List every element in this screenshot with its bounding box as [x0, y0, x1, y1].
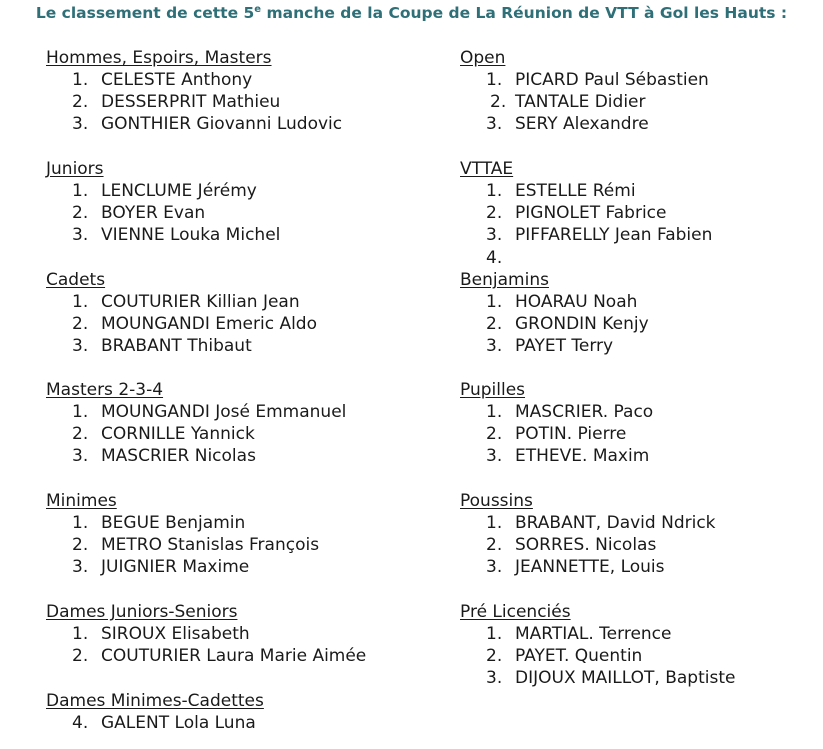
rider-name: HOARAU Noah	[515, 292, 638, 312]
ranking-entry	[460, 113, 649, 135]
ranking-entry	[46, 291, 300, 313]
ranking-entry	[460, 512, 716, 534]
ranking-entry	[46, 623, 250, 645]
rank-number: 2.	[72, 314, 89, 335]
rider-name: PIFFARELLY Jean Fabien	[515, 225, 713, 246]
rider-name: GONTHIER Giovanni Ludovic	[101, 114, 343, 135]
ranking-entry	[46, 534, 320, 556]
section-title: Open	[460, 48, 506, 68]
rider-name: BOYER Evan	[101, 203, 206, 224]
title-text: Le classement de cette 5	[35, 4, 255, 22]
rider-name: SORRES. Nicolas	[515, 535, 657, 556]
ranking-entry	[46, 313, 318, 335]
section-title: Pupilles	[460, 380, 526, 400]
rider-name: SIROUX Elisabeth	[101, 624, 250, 644]
section-hommes-espoirs-masters	[46, 47, 343, 136]
ranking-entry	[46, 645, 367, 667]
rider-name: MASCRIER. Paco	[515, 402, 654, 422]
rank-number: 2.	[486, 535, 503, 556]
section-title: Masters 2-3-4	[46, 380, 164, 400]
section-title: Pré Licenciés	[460, 602, 571, 622]
ranking-entry	[46, 113, 343, 135]
rank-number: 1.	[72, 624, 89, 644]
rank-number: 1.	[486, 292, 503, 312]
rider-name: PIGNOLET Fabrice	[515, 203, 667, 224]
ranking-entry	[46, 335, 252, 357]
rider-name: PICARD Paul Sébastien	[515, 70, 709, 90]
rank-number: 3.	[486, 668, 503, 689]
rank-number: 2.	[72, 646, 89, 667]
rider-name: BEGUE Benjamin	[101, 513, 246, 533]
rank-number: 4.	[486, 247, 503, 268]
rank-number: 3.	[486, 446, 503, 467]
section-title: Benjamins	[460, 270, 549, 290]
ranking-entry	[460, 423, 627, 445]
section-title: Poussins	[460, 491, 533, 511]
ranking-entry	[460, 247, 513, 269]
rider-name: POTIN. Pierre	[515, 424, 627, 445]
rank-number: 2.	[486, 203, 503, 224]
rank-number: 3.	[72, 446, 89, 467]
rank-number: 4.	[72, 713, 89, 733]
section-open	[460, 47, 709, 136]
rank-number: 1.	[486, 70, 503, 90]
rider-name: MASCRIER Nicolas	[101, 446, 256, 467]
rank-number: 1.	[486, 513, 503, 533]
section-vttae	[460, 158, 713, 269]
rider-name: BRABANT Thibaut	[101, 336, 252, 357]
rider-name: PAYET. Quentin	[515, 646, 643, 667]
ranking-entry	[460, 313, 649, 335]
rank-number: 1.	[72, 181, 89, 201]
rank-number: 1.	[72, 402, 89, 422]
title-text-rest: manche de la Coupe de La Réunion de VTT à Gol les Hauts :	[261, 4, 788, 22]
rider-name: CELESTE Anthony	[101, 70, 253, 90]
rider-name: JEANNETTE, Louis	[515, 557, 665, 578]
section-title: Dames Juniors-Seniors	[46, 602, 238, 622]
section-title: Minimes	[46, 491, 117, 511]
ranking-entry	[460, 445, 650, 467]
ranking-entry	[46, 180, 257, 202]
rider-name: GRONDIN Kenjy	[515, 314, 649, 335]
ranking-entry	[460, 202, 667, 224]
ranking-entry	[46, 202, 206, 224]
rank-number: 1.	[72, 70, 89, 90]
section-title: VTTAE	[460, 159, 514, 179]
rank-number: 3.	[486, 336, 503, 357]
section-juniors	[46, 158, 281, 247]
rider-name: MOUNGANDI José Emmanuel	[101, 402, 347, 422]
rank-number: 3.	[486, 225, 503, 246]
section-title: Hommes, Espoirs, Masters	[46, 48, 272, 68]
ranking-entry	[46, 91, 281, 113]
section-pre-licencies	[460, 601, 736, 690]
rider-name: TANTALE Didier	[515, 92, 646, 113]
rank-number: 1.	[72, 292, 89, 312]
ranking-entry	[46, 556, 250, 578]
section-dames-minimes-cadettes	[46, 690, 264, 734]
rank-number: 2.	[490, 92, 507, 113]
rider-name: DESSERPRIT Mathieu	[101, 92, 281, 113]
ranking-entry	[460, 224, 713, 246]
ranking-entry	[46, 224, 281, 246]
rank-number: 1.	[72, 513, 89, 533]
ranking-entry	[46, 423, 255, 445]
rank-number: 3.	[72, 225, 89, 246]
rider-name: MARTIAL. Terrence	[515, 624, 672, 644]
rider-name: LENCLUME Jérémy	[101, 181, 257, 201]
ranking-entry	[460, 534, 657, 556]
rank-number: 2.	[486, 314, 503, 335]
ranking-entry	[460, 401, 654, 423]
rider-name: COUTURIER Laura Marie Aimée	[101, 646, 367, 667]
rider-name: COUTURIER Killian Jean	[101, 292, 300, 312]
rider-name: ESTELLE Rémi	[515, 181, 636, 201]
section-masters-2-3-4	[46, 379, 347, 468]
rider-name: GALENT Lola Luna	[101, 713, 256, 733]
section-minimes	[46, 490, 320, 579]
rider-name: PAYET Terry	[515, 336, 614, 357]
ranking-entry	[460, 291, 638, 313]
section-dames-juniors-seniors	[46, 601, 367, 667]
section-pupilles	[460, 379, 654, 468]
rank-number: 3.	[486, 557, 503, 578]
rank-number: 3.	[72, 114, 89, 135]
section-title: Dames Minimes-Cadettes	[46, 691, 264, 711]
rank-number: 2.	[486, 424, 503, 445]
rank-number: 1.	[486, 624, 503, 644]
rider-name: ETHEVE. Maxim	[515, 446, 650, 467]
rider-name: SERY Alexandre	[515, 114, 649, 135]
section-cadets	[46, 269, 318, 358]
rider-name: DIJOUX MAILLOT, Baptiste	[515, 668, 736, 689]
section-title: Cadets	[46, 270, 106, 290]
ranking-entry	[460, 556, 665, 578]
rank-number: 3.	[72, 557, 89, 578]
rider-name: CORNILLE Yannick	[101, 424, 255, 445]
ranking-entry	[46, 512, 246, 534]
ranking-entry	[460, 69, 709, 91]
page-title	[0, 4, 823, 22]
rank-number: 2.	[72, 203, 89, 224]
rider-name: MOUNGANDI Emeric Aldo	[101, 314, 318, 335]
ranking-entry	[460, 180, 636, 202]
rank-number: 3.	[486, 114, 503, 135]
rank-number: 2.	[72, 424, 89, 445]
rank-number: 2.	[486, 646, 503, 667]
ranking-entry	[460, 667, 736, 689]
ranking-entry	[46, 712, 264, 734]
rank-number: 3.	[72, 336, 89, 357]
ranking-entry	[460, 335, 614, 357]
rank-number: 2.	[72, 535, 89, 556]
rank-number: 1.	[486, 181, 503, 201]
ranking-entry	[460, 645, 643, 667]
section-title: Juniors	[46, 159, 104, 179]
rider-name: VIENNE Louka Michel	[101, 225, 281, 246]
rider-name: BRABANT, David Ndrick	[515, 513, 716, 533]
rank-number: 1.	[486, 402, 503, 422]
ranking-entry	[460, 91, 646, 113]
rider-name: METRO Stanislas François	[101, 535, 320, 556]
rider-name: JUIGNIER Maxime	[101, 557, 250, 578]
ranking-entry	[46, 401, 347, 423]
section-benjamins	[460, 269, 649, 358]
title-superscript: e	[254, 3, 262, 15]
ranking-entry	[46, 69, 272, 91]
rank-number: 2.	[72, 92, 89, 113]
ranking-entry	[460, 623, 672, 645]
section-poussins	[460, 490, 716, 579]
ranking-entry	[46, 445, 256, 467]
